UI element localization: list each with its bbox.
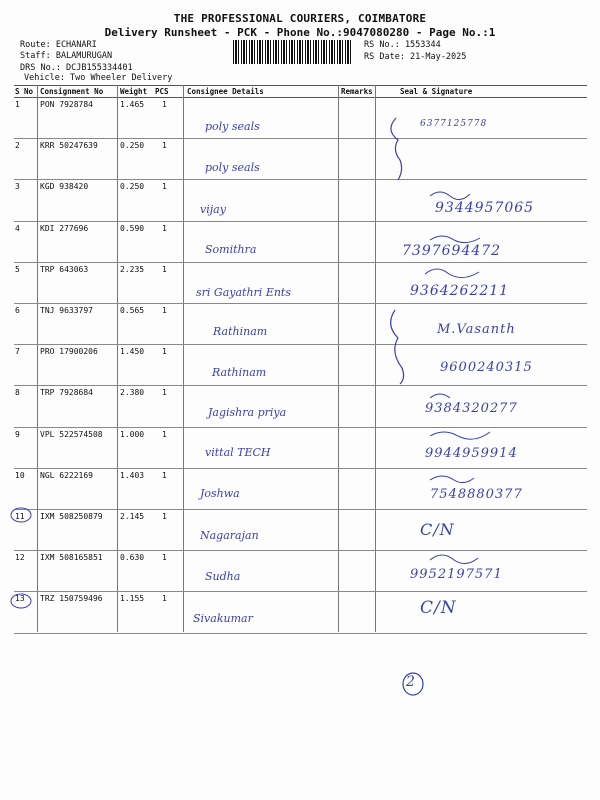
row-pcs: 1 [162,553,167,563]
row-sno: 13 [15,594,25,604]
staff-label: Staff: BALAMURUGAN [20,51,113,61]
row-sno: 6 [15,306,20,315]
row-signature: 7548880377 [430,487,523,502]
row-weight: 1.000 [120,429,145,439]
signature-scribble [430,236,480,243]
col-header-signature: Seal & Signature [400,87,473,96]
row-signature: C/N [420,598,457,618]
row-consignment-no: TRP 7928684 [40,388,93,398]
row-consignee: Sivakumar [193,612,253,625]
row-consignment-no: NGL 6222169 [40,470,93,480]
page-mark: 2 [406,674,415,690]
row-pcs: 1 [162,306,167,315]
row-weight: 1.450 [120,347,145,357]
circle-mark [11,508,31,522]
row-sno: 9 [15,429,20,439]
row-signature: M.Vasanth [437,322,516,337]
row-sno: 12 [15,553,25,563]
row-sno: 8 [15,388,20,398]
col-header-remarks: Remarks [341,87,373,96]
drs-number: DRS No.: DCJB155334401 [20,63,133,73]
bracket-mark [391,118,402,180]
row-pcs: 1 [162,470,167,480]
row-sno: 10 [15,470,25,480]
circle-mark [11,594,31,608]
row-consignee: Nagarajan [200,529,259,542]
col-header-pcs: PCS [155,87,169,96]
signature-scribble [430,432,490,439]
row-pcs: 1 [162,594,167,604]
row-weight: 2.380 [120,388,145,398]
bracket-mark [391,310,404,384]
row-consignee: vijay [200,203,226,216]
row-weight: 1.465 [120,100,145,109]
row-signature: C/N [420,520,455,539]
row-signature: 9384320277 [425,401,518,416]
row-weight: 0.250 [120,182,145,192]
col-header-weight: Weight [120,87,148,96]
row-sno: 3 [15,182,20,192]
row-pcs: 1 [162,347,167,357]
row-signature: 9364262211 [410,283,510,299]
row-signature: 7397694472 [402,243,502,259]
row-consignment-no: PON 7928784 [40,100,93,109]
row-weight: 0.590 [120,223,145,233]
col-header-consignment: Consignment No [40,87,104,96]
row-consignment-no: TNJ 9633797 [40,306,93,315]
row-signature: 9944959914 [425,446,518,461]
row-pcs: 1 [162,182,167,192]
row-signature: 9952197571 [410,567,503,582]
row-consignee: Rathinam [212,366,267,379]
row-pcs: 1 [162,141,167,151]
row-consignee: sri Gayathri Ents [196,286,291,299]
row-pcs: 1 [162,512,167,521]
row-consignment-no: KDI 277696 [40,223,89,233]
row-consignment-no: IXM 508165851 [40,553,103,563]
row-consignment-no: IXM 508250879 [40,512,103,521]
row-consignee: Jagishra priya [208,406,287,419]
row-consignee: poly seals [205,161,260,174]
row-sno: 1 [15,100,20,109]
row-weight: 1.155 [120,594,145,604]
row-consignment-no: TRZ 150759496 [40,594,103,604]
row-consignee: Joshwa [200,487,240,500]
rs-number: RS No.: 1553344 [364,40,441,50]
row-pcs: 1 [162,223,167,233]
company-title: THE PROFESSIONAL COURIERS, COIMBATORE [173,12,427,25]
row-pcs: 1 [162,429,167,439]
row-consignee: vittal TECH [205,446,271,459]
row-weight: 2.145 [120,512,145,521]
vehicle-label: Vehicle: Two Wheeler Delivery [24,73,173,83]
runsheet-subtitle: Delivery Runsheet - PCK - Phone No.:9047080280 - Page No.:1 [104,26,496,39]
row-consignee: Somithra [205,243,257,256]
row-weight: 1.403 [120,470,145,480]
row-signature: 6377125778 [420,119,488,129]
row-weight: 0.565 [120,306,145,315]
row-consignee: Sudha [205,570,241,583]
row-consignment-no: TRP 643063 [40,264,89,274]
signature-scribble [430,192,470,200]
row-pcs: 1 [162,100,167,109]
row-consignment-no: KRR 50247639 [40,141,98,151]
row-sno: 4 [15,223,20,233]
row-pcs: 1 [162,264,167,274]
col-header-sno: S No [15,87,34,96]
route-label: Route: ECHANARI [20,40,97,50]
row-weight: 0.250 [120,141,145,151]
row-consignee: poly seals [205,120,260,133]
row-sno: 7 [15,347,20,357]
row-signature: 9600240315 [440,360,533,375]
row-sno: 2 [15,141,20,151]
row-consignment-no: PRO 17900206 [40,347,98,357]
signature-scribble [430,476,474,483]
row-sno: 11 [15,512,25,521]
col-header-consignee: Consignee Details [187,87,264,96]
row-consignment-no: KGD 938420 [40,182,89,192]
signature-scribble [425,269,479,278]
signature-scribble [430,555,478,564]
row-signature: 9344957065 [435,200,535,216]
row-consignment-no: VPL 522574508 [40,429,103,439]
rs-date: RS Date: 21-May-2025 [364,52,467,62]
row-consignee: Rathinam [213,325,268,338]
row-weight: 0.630 [120,553,145,563]
row-weight: 2.235 [120,264,145,274]
row-pcs: 1 [162,388,167,398]
row-sno: 5 [15,264,20,274]
signature-scribble [430,394,450,398]
